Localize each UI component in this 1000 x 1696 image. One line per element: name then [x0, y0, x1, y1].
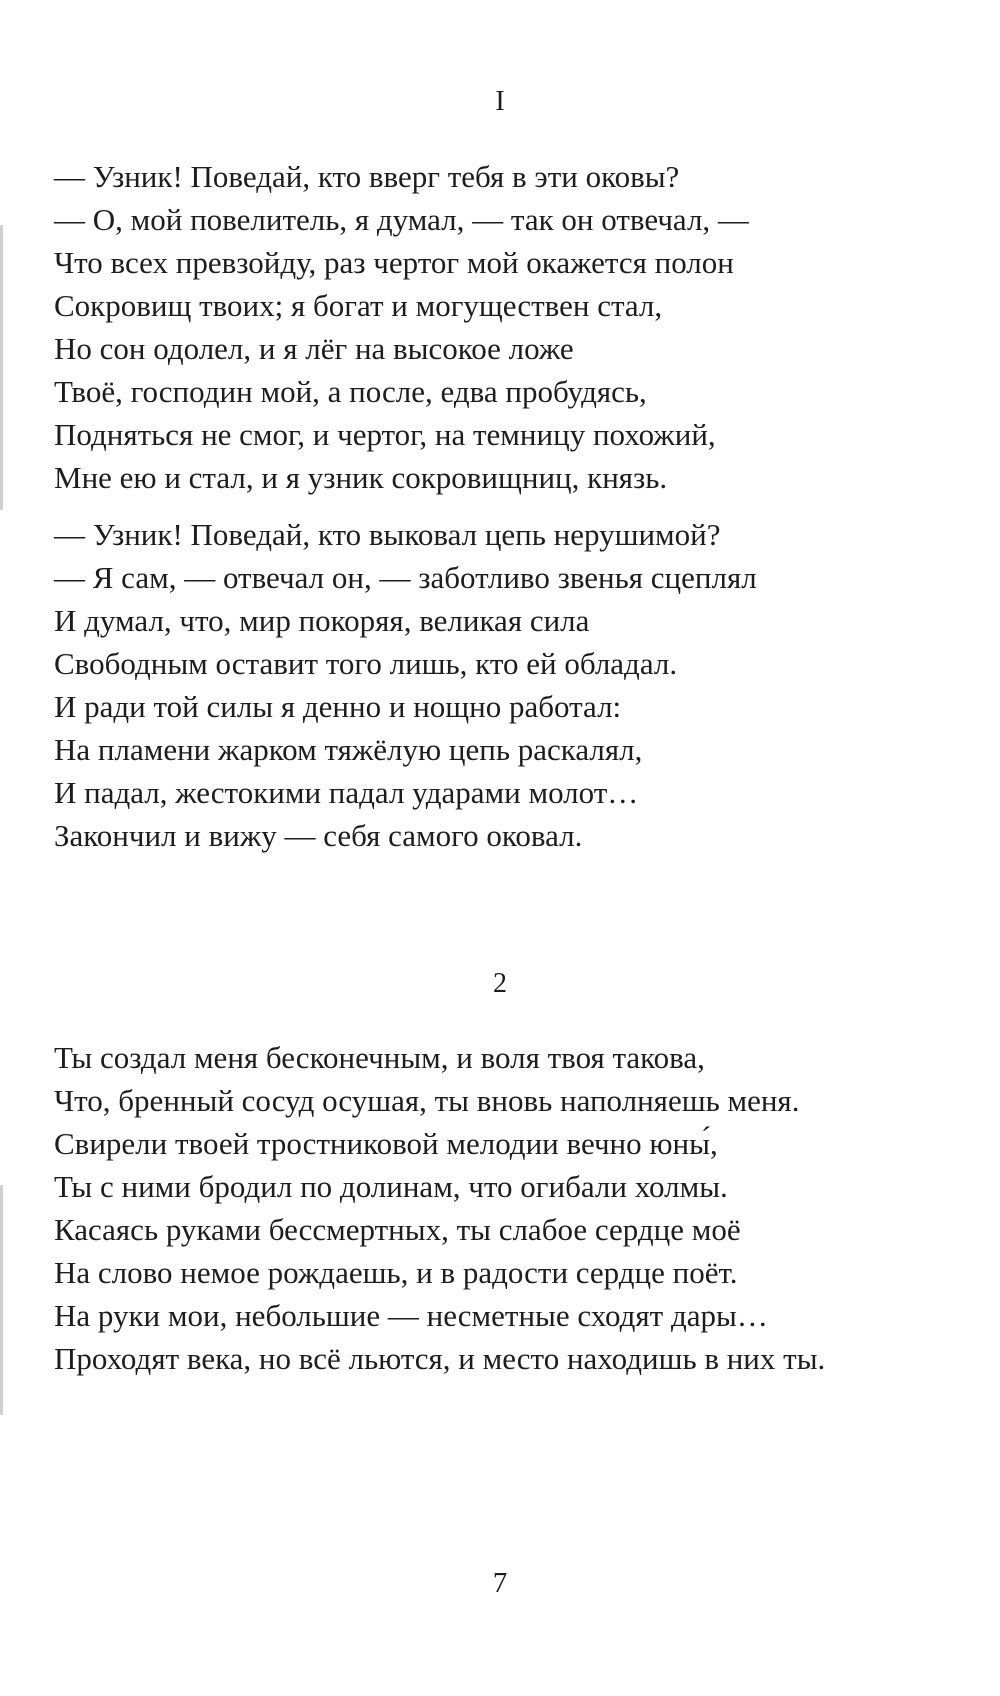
verse-line: Касаясь руками бессмертных, ты слабое сердце моё: [54, 1212, 741, 1247]
verse-line: На пламени жарком тяжёлую цепь раскалял,: [54, 732, 643, 767]
verse-line: Мне ею и стал, и я узник сокровищниц, князь.: [54, 460, 668, 495]
section-number-1: I: [495, 86, 505, 117]
verse-line: Сокровищ твоих; я богат и могуществен стал,: [54, 288, 663, 323]
page-number: 7: [492, 1567, 508, 1599]
verse-line: На слово немое рождаешь, и в радости сердце поёт.: [54, 1255, 738, 1290]
verse-line: — Я сам, — отвечал он, — заботливо звенья сцеплял: [54, 560, 757, 595]
verse-line: Твоё, господин мой, а после, едва пробудясь,: [54, 374, 647, 409]
section-number-2: 2: [493, 968, 507, 999]
verse-line: И думал, что, мир покоряя, великая сила: [54, 603, 590, 638]
verse-line: Закончил и вижу — себя самого оковал.: [54, 818, 583, 853]
poem-2-stanza-1: [54, 1036, 825, 1380]
verse-line: Ты с ними бродил по долинам, что огибали холмы.: [54, 1169, 728, 1204]
verse-line: На руки мои, небольшие — несметные сходят дары…: [54, 1298, 768, 1333]
verse-line: И падал, жестокими падал ударами молот…: [54, 775, 639, 810]
verse-line: Что всех превзойду, раз чертог мой окажется полон: [54, 245, 734, 280]
verse-line: Подняться не смог, и чертог, на темницу похожий,: [54, 417, 716, 452]
verse-line: Но сон одолел, и я лёг на высокое ложе: [54, 331, 574, 366]
verse-line: Проходят века, но всё льются, и место находишь в них ты.: [54, 1341, 826, 1376]
scan-margin-mark: [0, 225, 3, 510]
poem-1-stanza-1: [54, 155, 749, 499]
verse-line: — Узник! Поведай, кто вверг тебя в эти оковы?: [54, 159, 680, 194]
verse-line: Что, бренный сосуд осушая, ты вновь наполняешь меня.: [54, 1083, 800, 1118]
verse-line: — О, мой повелитель, я думал, — так он отвечал, —: [54, 202, 749, 237]
verse-line: Свирели твоей тростниковой мелодии вечно юны́,: [54, 1126, 718, 1161]
scan-margin-mark: [0, 1185, 3, 1415]
verse-line: Свободным оставит того лишь, кто ей обладал.: [54, 646, 678, 681]
verse-line: И ради той силы я денно и нощно работал:: [54, 689, 622, 724]
verse-line: Ты создал меня бесконечным, и воля твоя такова,: [54, 1040, 705, 1075]
verse-line: — Узник! Поведай, кто выковал цепь нерушимой?: [54, 517, 721, 552]
poem-1-stanza-2: [54, 513, 757, 857]
